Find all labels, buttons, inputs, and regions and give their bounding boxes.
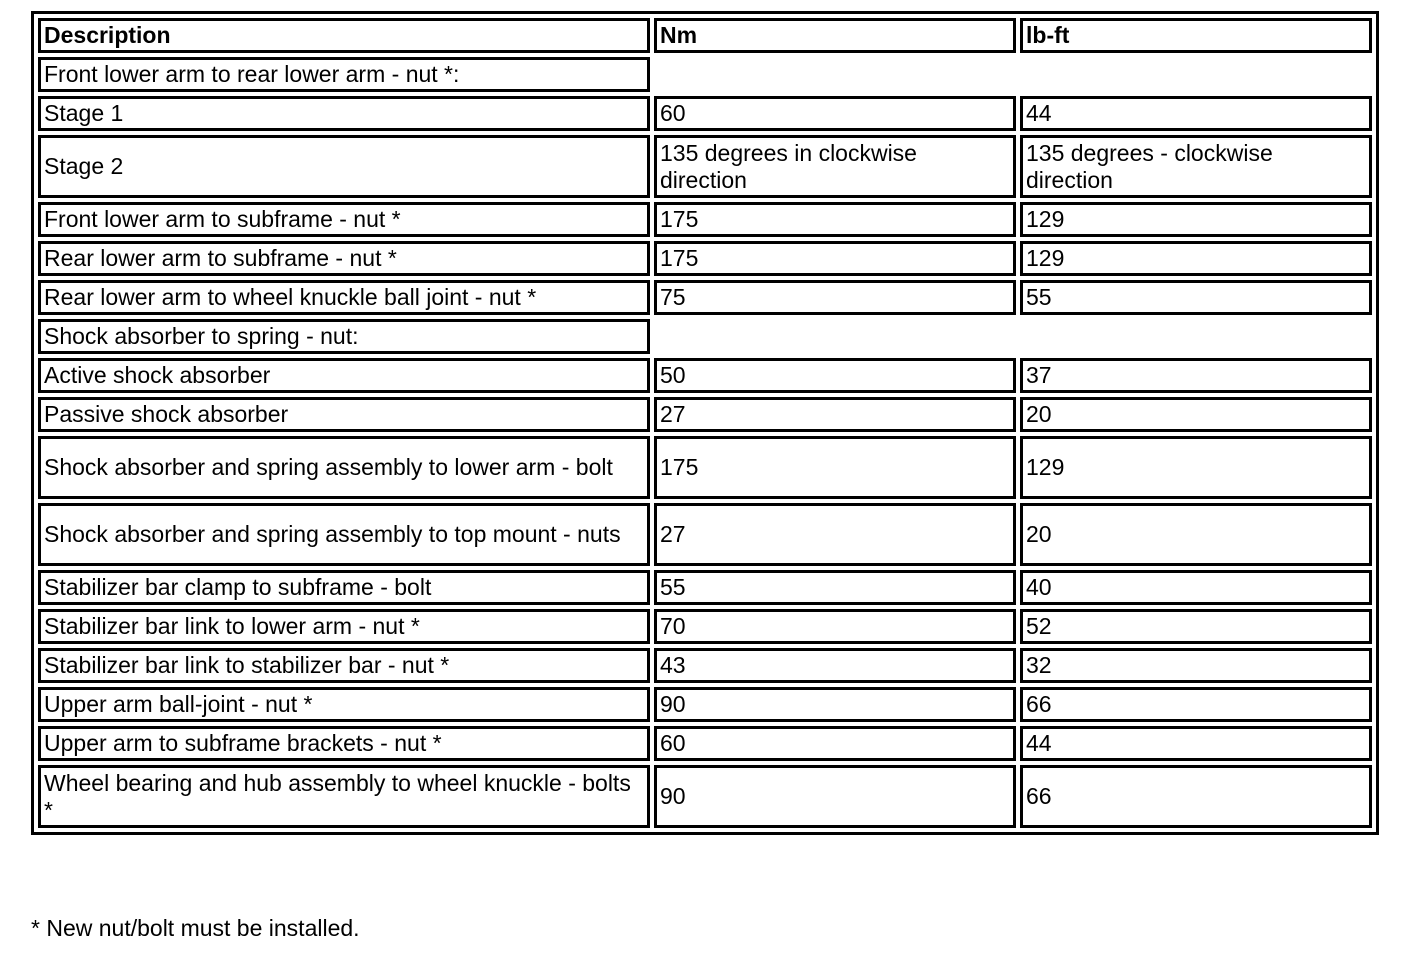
table-row xyxy=(38,135,1372,198)
row-lbft: 37 xyxy=(1020,358,1372,393)
table-row xyxy=(38,726,1372,761)
table-row xyxy=(38,202,1372,237)
row-lbft: 40 xyxy=(1020,570,1372,605)
row-description: Stabilizer bar link to stabilizer bar - nut * xyxy=(38,648,650,683)
header-nm: Nm xyxy=(654,18,1016,53)
torque-specification-table xyxy=(31,11,1379,835)
row-nm-empty xyxy=(654,319,1016,354)
row-lbft: 44 xyxy=(1020,726,1372,761)
table-row xyxy=(38,358,1372,393)
row-nm: 175 xyxy=(654,241,1016,276)
row-lbft: 55 xyxy=(1020,280,1372,315)
row-nm: 90 xyxy=(654,687,1016,722)
row-description: Upper arm to subframe brackets - nut * xyxy=(38,726,650,761)
row-nm: 50 xyxy=(654,358,1016,393)
row-nm: 27 xyxy=(654,503,1016,566)
row-description: Shock absorber and spring assembly to lower arm - bolt xyxy=(38,436,650,499)
table-row xyxy=(38,609,1372,644)
table-row xyxy=(38,570,1372,605)
row-description: Stabilizer bar clamp to subframe - bolt xyxy=(38,570,650,605)
row-description: Rear lower arm to wheel knuckle ball joint - nut * xyxy=(38,280,650,315)
row-nm: 43 xyxy=(654,648,1016,683)
row-lbft: 129 xyxy=(1020,202,1372,237)
row-lbft: 20 xyxy=(1020,397,1372,432)
row-nm: 70 xyxy=(654,609,1016,644)
footnote: * New nut/bolt must be installed. xyxy=(31,915,360,941)
row-description: Upper arm ball-joint - nut * xyxy=(38,687,650,722)
row-nm: 55 xyxy=(654,570,1016,605)
row-description: Front lower arm to rear lower arm - nut *: xyxy=(38,57,650,92)
table-row xyxy=(38,648,1372,683)
row-description: Stage 1 xyxy=(38,96,650,131)
row-description: Shock absorber to spring - nut: xyxy=(38,319,650,354)
row-lbft: 20 xyxy=(1020,503,1372,566)
table-row xyxy=(38,503,1372,566)
row-description: Rear lower arm to subframe - nut * xyxy=(38,241,650,276)
row-nm-empty xyxy=(654,57,1016,92)
row-description: Stabilizer bar link to lower arm - nut * xyxy=(38,609,650,644)
table-row xyxy=(38,397,1372,432)
row-nm: 90 xyxy=(654,765,1016,828)
row-nm: 175 xyxy=(654,436,1016,499)
row-nm: 75 xyxy=(654,280,1016,315)
row-nm: 135 degrees in clockwise direction xyxy=(654,135,1016,198)
table-row xyxy=(38,436,1372,499)
row-description: Front lower arm to subframe - nut * xyxy=(38,202,650,237)
row-description: Shock absorber and spring assembly to top mount - nuts xyxy=(38,503,650,566)
table-header-row xyxy=(38,18,1372,53)
row-nm: 175 xyxy=(654,202,1016,237)
row-description: Passive shock absorber xyxy=(38,397,650,432)
header-lbft: lb-ft xyxy=(1020,18,1372,53)
table-row xyxy=(38,319,1372,354)
row-description: Active shock absorber xyxy=(38,358,650,393)
row-nm: 60 xyxy=(654,726,1016,761)
row-lbft: 32 xyxy=(1020,648,1372,683)
table-row xyxy=(38,96,1372,131)
row-lbft: 66 xyxy=(1020,687,1372,722)
row-description: Wheel bearing and hub assembly to wheel knuckle - bolts * xyxy=(38,765,650,828)
table-row xyxy=(38,241,1372,276)
table-row xyxy=(38,57,1372,92)
row-lbft: 129 xyxy=(1020,241,1372,276)
table-row xyxy=(38,765,1372,828)
row-nm: 27 xyxy=(654,397,1016,432)
row-description: Stage 2 xyxy=(38,135,650,198)
row-lbft: 66 xyxy=(1020,765,1372,828)
row-lbft: 135 degrees - clockwise direction xyxy=(1020,135,1372,198)
row-nm: 60 xyxy=(654,96,1016,131)
row-lbft: 44 xyxy=(1020,96,1372,131)
table-row xyxy=(38,280,1372,315)
row-lbft-empty xyxy=(1020,319,1372,354)
table-row xyxy=(38,687,1372,722)
row-lbft: 129 xyxy=(1020,436,1372,499)
row-lbft: 52 xyxy=(1020,609,1372,644)
row-lbft-empty xyxy=(1020,57,1372,92)
header-description: Description xyxy=(38,18,650,53)
